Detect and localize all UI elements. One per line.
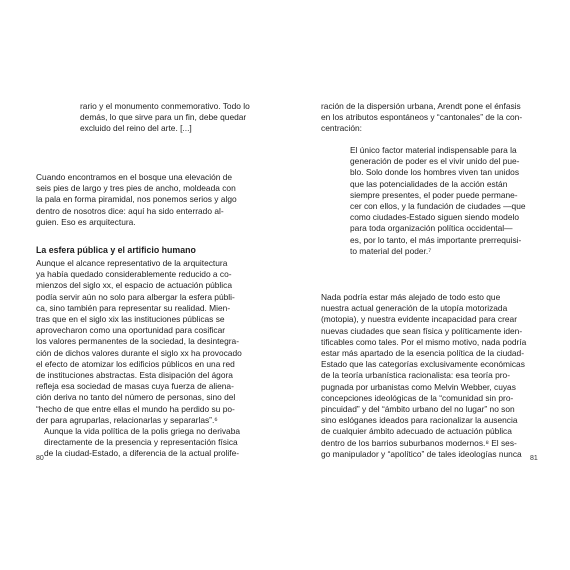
text-line: rario y el monumento conmemorativo. Todo lo xyxy=(80,101,250,111)
text-line: que las potencialidades de la acción están xyxy=(350,178,508,189)
text-line: de la ciudad-Estado, a diferencia de la actual prolife- xyxy=(44,448,240,459)
text-line: nuestra actual generación de la utopía motorizada xyxy=(321,303,508,314)
text-line: de la teoría urbanística racionalista: esa teoría pro- xyxy=(321,370,511,381)
text-line: guien. Eso es arquitectura. xyxy=(36,216,136,227)
right-page xyxy=(285,0,570,570)
text-line: sino eslóganes ideados para racionalizar la ausencia xyxy=(321,415,518,426)
text-line: to material del poder.⁷ xyxy=(350,245,432,256)
block-quote xyxy=(80,101,250,135)
text-line: refleja esa sociedad de masas cuya fuerza de aliena- xyxy=(36,381,234,392)
text-line: estar más apartado de la esencia política de la ciudad- xyxy=(321,348,524,359)
text-line: para toda organización política occidental— xyxy=(350,223,513,234)
paragraph-2 xyxy=(36,258,252,460)
paragraph-3-text xyxy=(36,426,252,460)
text-line: los valores permanentes de la sociedad, la desintegra- xyxy=(36,336,239,347)
text-line: como ciudades-Estado siguen siendo modelo xyxy=(350,212,520,223)
page-number: 80 xyxy=(36,455,44,462)
page-number: 81 xyxy=(530,455,538,462)
text-line: cer con ellos, y la fundación de ciudades —que xyxy=(350,201,526,212)
text-line: de instituciones abstractas. Esta disipación del ágora xyxy=(36,370,233,381)
text-line: dentro de los barrios suburbanos modernos.⁸ El ses- xyxy=(321,437,517,448)
text-line: directamente de la presencia y representación física xyxy=(44,437,238,448)
text-line: ya había quedado considerablemente reducido a co- xyxy=(36,269,232,280)
text-line: es, por lo tanto, el más importante prerrequisi- xyxy=(350,234,522,245)
paragraph-1 xyxy=(36,172,252,228)
text-line: aprovecharon como una oportunidad para cosificar xyxy=(36,325,226,336)
text-line: dentro de nosotros dice: aquí ha sido enterrado al- xyxy=(36,205,224,216)
paragraph-body xyxy=(321,292,537,460)
text-line: pincuidad” y del “ámbito urbano del no lugar” no son xyxy=(321,404,515,415)
text-line: Cuando encontramos en el bosque una elevación de xyxy=(36,172,233,182)
block-quote xyxy=(350,145,537,257)
text-line: el efecto de atomizar los edificios públicos en una red xyxy=(36,358,235,369)
text-line: demás, lo que sirve para un fin, debe quedar xyxy=(80,112,247,123)
text-line: Aunque la vida política de la polis griega no derivaba xyxy=(44,426,241,437)
text-line: la pala en forma piramidal, nos ponemos serios y algo xyxy=(36,194,237,205)
text-line: Estado que las categorías exclusivamente económicas xyxy=(321,359,525,370)
text-line: tras que en el siglo xix las instituciones públicas se xyxy=(36,314,225,325)
text-line: en los atributos espontáneos y “cantonales” de la con- xyxy=(321,112,523,123)
paragraph-intro xyxy=(321,101,537,135)
text-line: ca, sino también para representar su realidad. Mien- xyxy=(36,302,231,313)
text-line: (motopia), y nuestra evidente incapacidad para crear xyxy=(321,314,517,325)
text-line: tificables como tales. Por el mismo motivo, nada podría xyxy=(321,336,527,347)
text-line: ción deriva no tanto del número de personas, sino del xyxy=(36,392,236,403)
section-heading: La esfera pública y el artificio humano xyxy=(36,245,196,255)
text-line: centración: xyxy=(321,123,362,134)
text-line: mienzos del siglo xx, el espacio de actuación pública xyxy=(36,280,232,291)
text-line: seis pies de largo y tres pies de ancho, moldeada con xyxy=(36,183,236,194)
text-line: concepciones ideológicas de la “comunidad sin pro- xyxy=(321,392,514,403)
text-line: ción de dichos valores durante el siglo xx ha provocado xyxy=(36,347,242,358)
text-line: El único factor material indispensable para la xyxy=(350,145,517,155)
text-line: blo. Solo donde los hombres viven tan unidos xyxy=(350,167,520,178)
paragraph-2-text xyxy=(36,258,252,426)
text-line: Aunque el alcance representativo de la arquitectura xyxy=(36,258,228,268)
text-line: der para agruparlas, relacionarlas y separarlas”.⁶ xyxy=(36,414,218,425)
text-line: pugnada por urbanistas como Melvin Webber, cuyas xyxy=(321,381,516,392)
text-line: nuevas ciudades que sean física y políticamente iden- xyxy=(321,325,523,336)
text-line: de cualquier ámbito adecuado de actuación pública xyxy=(321,426,512,437)
text-line: “hecho de que entre ellas el mundo ha perdido su po- xyxy=(36,403,235,414)
text-line: excluido del reino del arte. [...] xyxy=(80,123,192,134)
text-line: Nada podría estar más alejado de todo esto que xyxy=(321,292,501,302)
text-line: siempre presentes, el poder puede permane- xyxy=(350,189,518,200)
text-line: podía servir aún no solo para albergar la esfera públi- xyxy=(36,291,235,302)
text-line: go manipulador y “apolítico” de tales ideologías nunca xyxy=(321,448,522,459)
text-line: generación de poder es el vivir unido del pue- xyxy=(350,156,520,167)
text-line: ración de la dispersión urbana, Arendt pone el énfasis xyxy=(321,101,521,111)
